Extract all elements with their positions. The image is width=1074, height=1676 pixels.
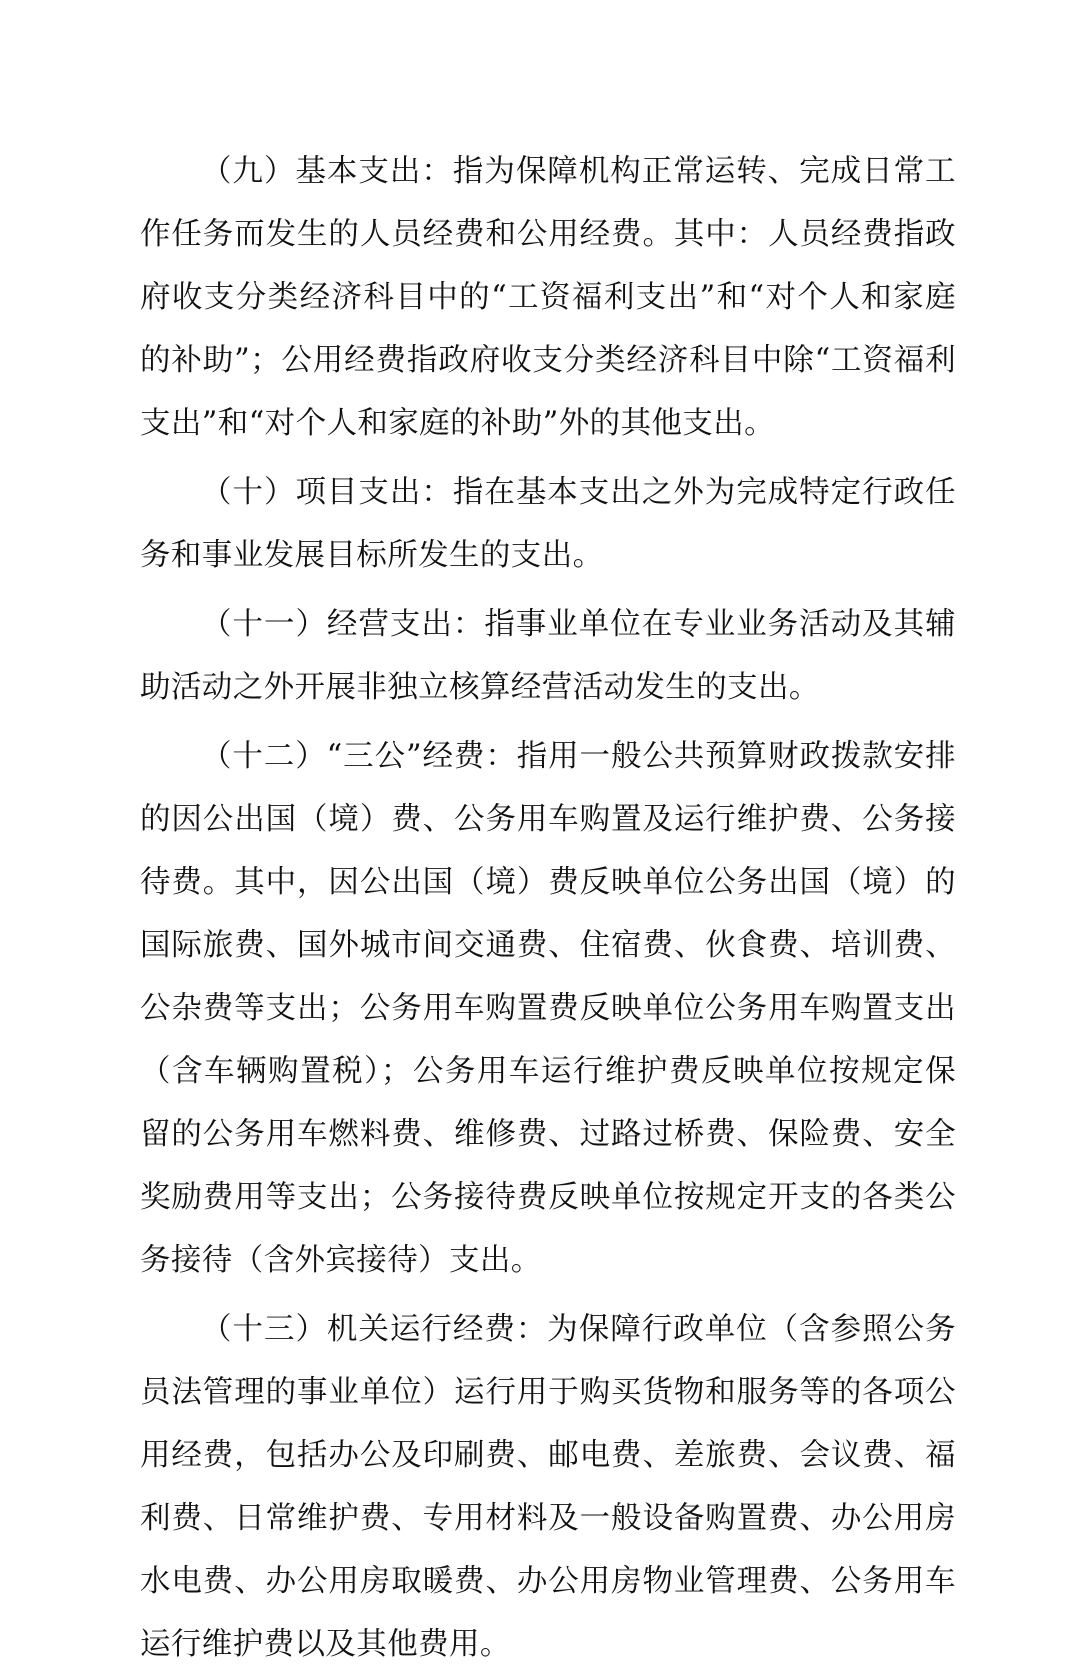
document-body (140, 140, 956, 1676)
paragraph-item-9: （九）基本支出：指为保障机构正常运转、完成日常工作任务而发生的人员经费和公用经费。其中：人员经费指政府收支分类经济科目中的“工资福利支出”和“对个人和家庭的补助”；公用经费指政府收支分类经济科目中除“工资福利支出”和“对个人和家庭的补助”外的其他支出。 (140, 154, 956, 441)
paragraph-item-10: （十）项目支出：指在基本支出之外为完成特定行政任务和事业发展目标所发生的支出。 (140, 475, 956, 573)
paragraph-item-11: （十一）经营支出：指事业单位在专业业务活动及其辅助活动之外开展非独立核算经营活动发生的支出。 (140, 607, 956, 705)
paragraph-item-12: （十二）“三公”经费：指用一般公共预算财政拨款安排的因公出国（境）费、公务用车购置及运行维护费、公务接待费。其中，因公出国（境）费反映单位公务出国（境）的国际旅费、国外城市间交通费、住宿费、伙食费、培训费、公杂费等支出；公务用车购置费反映单位公务用车购置支出（含车辆购置税）；公务用车运行维护费反映单位按规定保留的公务用车燃料费、维修费、过路过桥费、保险费、安全奖励费用等支出；公务接待费反映单位按规定开支的各类公务接待（含外宾接待）支出。 (140, 739, 956, 1278)
paragraph-item-13: （十三）机关运行经费：为保障行政单位（含参照公务员法管理的事业单位）运行用于购买货物和服务等的各项公用经费，包括办公及印刷费、邮电费、差旅费、会议费、福利费、日常维护费、专用材料及一般设备购置费、办公用房水电费、办公用房取暖费、办公用房物业管理费、公务用车运行维护费以及其他费用。 (140, 1312, 956, 1662)
